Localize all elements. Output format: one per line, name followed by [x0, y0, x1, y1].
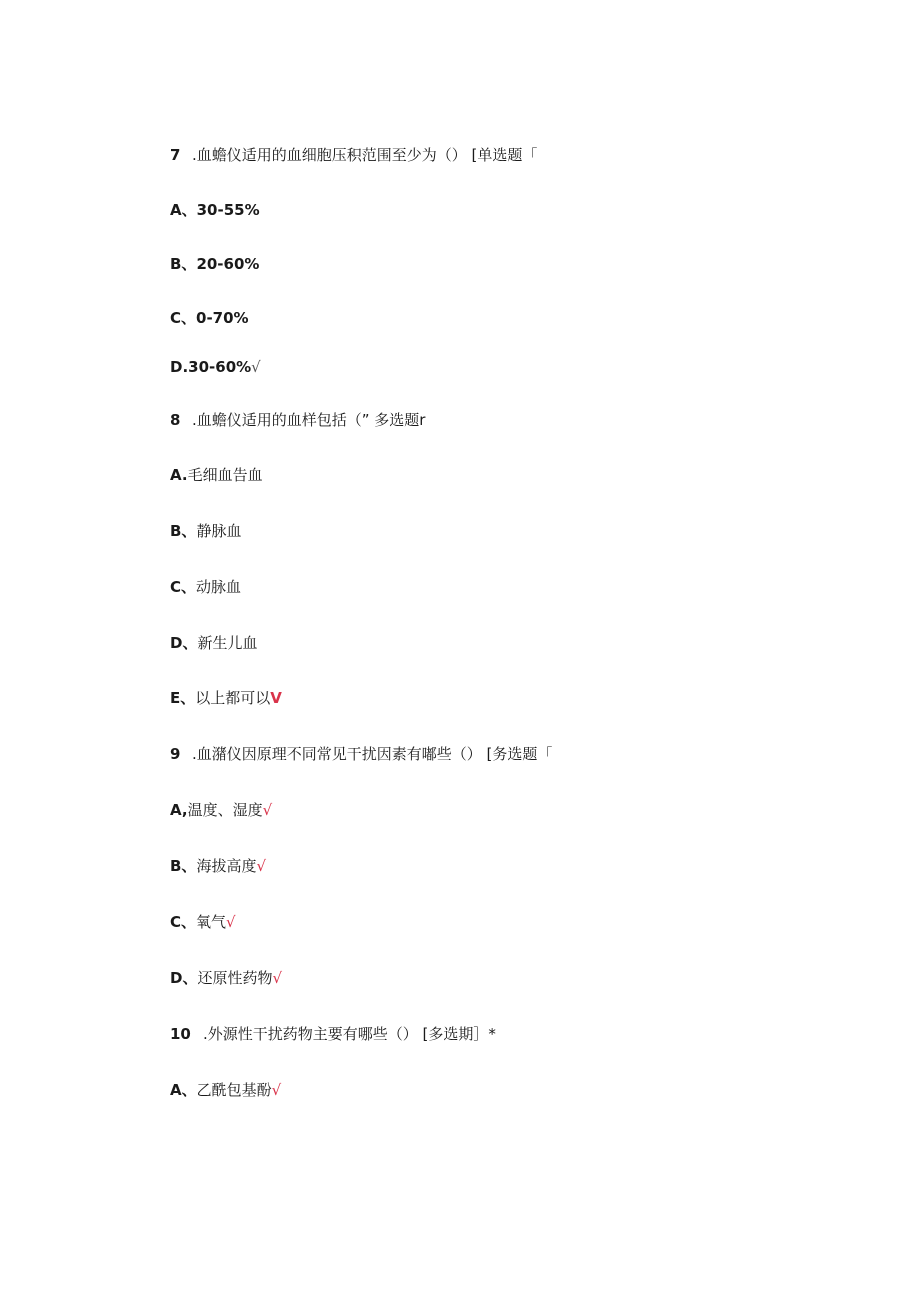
option-label: A. — [170, 466, 188, 484]
option-text: 30-55% — [196, 201, 260, 219]
option-label: B、 — [170, 522, 197, 540]
option-8a — [170, 465, 263, 485]
option-label: C、 — [170, 913, 197, 931]
option-label: B、 — [170, 255, 197, 273]
question-text: .外源性干扰药物主要有哪些（） [多选期］* — [203, 1025, 496, 1043]
option-label: C、 — [170, 309, 197, 327]
question-7 — [170, 145, 537, 165]
option-9d — [170, 968, 282, 988]
question-text: .血蟾仪适用的血样包括（” 多选题r — [192, 411, 426, 429]
option-7a — [170, 200, 260, 220]
option-9b — [170, 856, 266, 876]
option-8b — [170, 521, 241, 541]
option-text: 0-70% — [196, 309, 249, 327]
option-10a — [170, 1080, 281, 1100]
option-text: 动脉血 — [196, 578, 242, 596]
option-label: D、 — [170, 634, 198, 652]
question-text: .血潴仪因原理不同常见干扰因素有嘟些（） [务选题「 — [192, 745, 553, 763]
option-label: A, — [170, 801, 188, 819]
option-text: 20-60% — [196, 255, 260, 273]
correct-mark: V — [270, 689, 282, 707]
question-8 — [170, 410, 425, 430]
question-text: .血蟾仪适用的血细胞压积范围至少为（） [单选题「 — [192, 146, 538, 164]
option-label: D. — [170, 358, 189, 376]
option-text: 静脉血 — [196, 522, 242, 540]
option-7b — [170, 254, 259, 274]
option-text: 毛细血告血 — [187, 466, 263, 484]
option-8d — [170, 633, 257, 653]
option-label: A、 — [170, 201, 197, 219]
correct-mark: √ — [271, 1081, 282, 1099]
option-label: E、 — [170, 689, 196, 707]
option-text: 氧气 — [196, 913, 227, 931]
option-text: 还原性药物 — [197, 969, 273, 987]
option-label: D、 — [170, 969, 198, 987]
question-number: 7 — [170, 146, 181, 164]
option-text: 30-60% — [188, 358, 252, 376]
option-text: 乙酰包基酚 — [196, 1081, 272, 1099]
correct-mark: √ — [262, 801, 273, 819]
option-text: 以上都可以 — [195, 689, 271, 707]
question-number: 10 — [170, 1025, 191, 1043]
option-8c — [170, 577, 241, 597]
correct-mark: √ — [251, 358, 261, 376]
option-label: B、 — [170, 857, 197, 875]
option-text: 新生儿血 — [197, 634, 258, 652]
option-9c — [170, 912, 236, 932]
question-number: 8 — [170, 411, 181, 429]
question-9 — [170, 744, 552, 764]
correct-mark: √ — [256, 857, 267, 875]
option-text: 温度、湿度 — [187, 801, 263, 819]
option-9a — [170, 800, 272, 820]
correct-mark: √ — [272, 969, 283, 987]
question-10 — [170, 1024, 496, 1044]
option-text: 海拔高度 — [196, 857, 257, 875]
question-number: 9 — [170, 745, 181, 763]
option-7d — [170, 357, 261, 377]
option-7c — [170, 308, 249, 328]
option-8e — [170, 688, 282, 708]
option-label: A、 — [170, 1081, 197, 1099]
correct-mark: √ — [226, 913, 236, 931]
option-label: C、 — [170, 578, 197, 596]
